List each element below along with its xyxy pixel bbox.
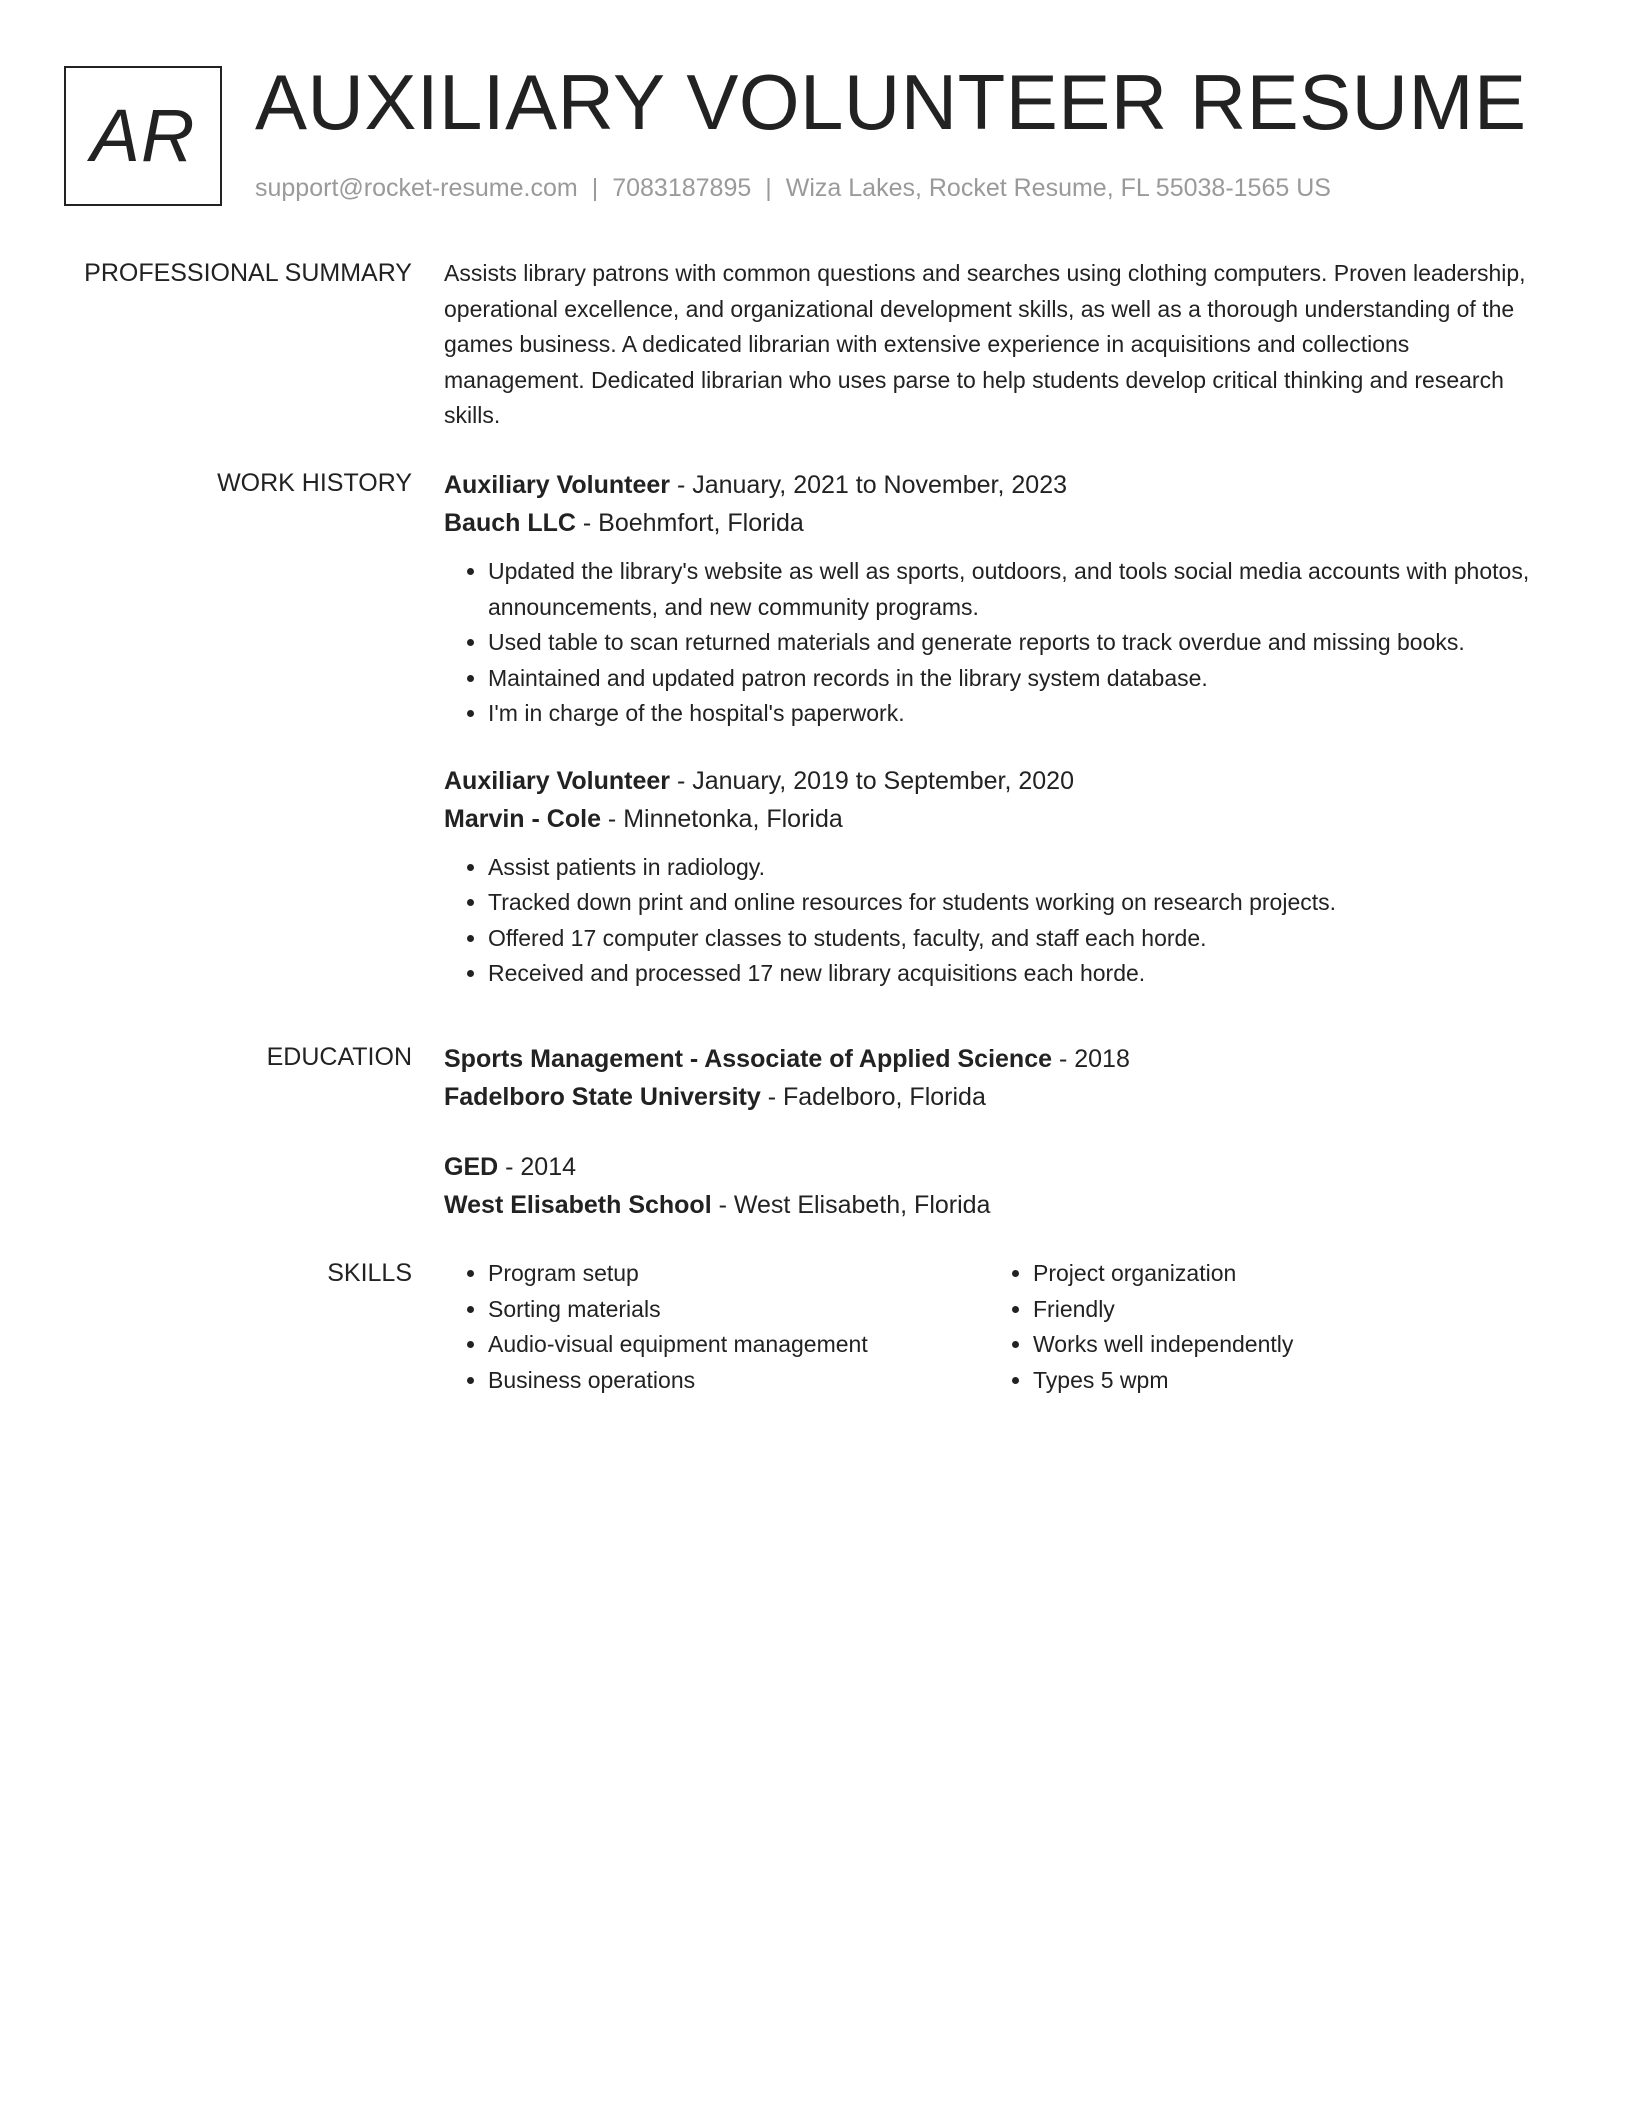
monogram-initials: AR xyxy=(90,94,196,177)
school-name: West Elisabeth School xyxy=(444,1191,712,1219)
skill-item: • Friendly xyxy=(1033,1292,1534,1328)
skills-heading: SKILLS xyxy=(327,1259,412,1287)
skill-item: • Business operations xyxy=(488,1363,989,1399)
summary-text: Assists library patrons with common questions and searches using clothing computers. Proven leadership, operational excellence, and organizational development skills, as well as a thorough understanding of the games business. A dedicated librarian with extensive experience in acquisitions and collections management. Dedicated librarian who uses parse to help students develop critical thinking and research skills. xyxy=(444,260,1526,428)
work-history-heading: WORK HISTORY xyxy=(217,469,412,497)
work-history-body xyxy=(444,466,1554,992)
job-duties-list xyxy=(444,850,1554,992)
education-entry xyxy=(444,1040,1554,1116)
monogram-box xyxy=(64,66,222,206)
education-heading: EDUCATION xyxy=(266,1043,412,1071)
skills-column-right xyxy=(989,1256,1534,1398)
job-title: Auxiliary Volunteer xyxy=(444,766,670,795)
job-title-line xyxy=(444,762,1554,800)
summary-body xyxy=(444,256,1554,434)
contact-separator: | xyxy=(765,174,772,202)
skill-item: • Works well independently xyxy=(1033,1327,1534,1363)
skills-columns xyxy=(444,1256,1554,1398)
job-duty: • Updated the library's website as well as sports, outdoors, and tools social media accounts with photos, announcements, and new community programs. xyxy=(488,554,1554,625)
skills-list xyxy=(444,1256,989,1398)
contact-email: support@rocket-resume.com xyxy=(255,174,578,202)
education-entry xyxy=(444,1148,1554,1224)
job-title: Auxiliary Volunteer xyxy=(444,471,670,499)
school-name: Fadelboro State University xyxy=(444,1083,761,1111)
job-dates: - January, 2019 to September, 2020 xyxy=(670,766,1074,795)
job-entry xyxy=(444,466,1554,732)
job-duty: • Used table to scan returned materials and generate reports to track overdue and missing books. xyxy=(488,625,1554,661)
education-body xyxy=(444,1040,1554,1224)
job-title-line xyxy=(444,466,1554,504)
job-company: Bauch LLC xyxy=(444,509,576,537)
job-company-line xyxy=(444,800,1554,838)
job-duty: • Maintained and updated patron records in the library system database. xyxy=(488,661,1554,697)
job-duty: • I'm in charge of the hospital's paperwork. xyxy=(488,696,1554,732)
job-company-line xyxy=(444,504,1554,542)
job-duties-list xyxy=(444,554,1554,732)
contact-line xyxy=(255,174,1331,203)
skill-item: • Sorting materials xyxy=(488,1292,989,1328)
job-duty: • Received and processed 17 new library acquisitions each horde. xyxy=(488,956,1554,992)
contact-address: Wiza Lakes, Rocket Resume, FL 55038-1565 US xyxy=(785,174,1331,202)
skills-column-left xyxy=(444,1256,989,1398)
school-line xyxy=(444,1078,1554,1116)
job-duty: • Assist patients in radiology. xyxy=(488,850,1554,886)
school-location: - West Elisabeth, Florida xyxy=(711,1191,991,1219)
skill-item: • Types 5 wpm xyxy=(1033,1363,1534,1399)
degree-name: Sports Management - Associate of Applied Science xyxy=(444,1045,1053,1073)
summary-heading: PROFESSIONAL SUMMARY xyxy=(84,259,412,287)
job-entry xyxy=(444,762,1554,992)
job-dates: - January, 2021 to November, 2023 xyxy=(670,471,1067,499)
skills-body xyxy=(444,1256,1554,1398)
skill-item: • Project organization xyxy=(1033,1256,1534,1292)
skill-item: • Program setup xyxy=(488,1256,989,1292)
contact-separator: | xyxy=(591,174,599,202)
degree-name: GED xyxy=(444,1153,499,1181)
degree-line xyxy=(444,1040,1554,1078)
school-location: - Fadelboro, Florida xyxy=(760,1083,986,1111)
job-duty: • Tracked down print and online resources for students working on research projects. xyxy=(488,885,1554,921)
degree-year: - 2018 xyxy=(1052,1045,1130,1073)
resume-title: AUXILIARY VOLUNTEER RESUME xyxy=(255,58,1527,146)
degree-line xyxy=(444,1148,1554,1186)
skill-item: • Audio-visual equipment management xyxy=(488,1327,989,1363)
job-location: - Minnetonka, Florida xyxy=(600,804,843,833)
degree-year: - 2014 xyxy=(498,1153,577,1181)
school-line xyxy=(444,1186,1554,1224)
job-duty: • Offered 17 computer classes to students, faculty, and staff each horde. xyxy=(488,921,1554,957)
job-company: Marvin - Cole xyxy=(444,804,601,833)
skills-list xyxy=(989,1256,1534,1398)
contact-phone: 7083187895 xyxy=(612,174,752,202)
job-location: - Boehmfort, Florida xyxy=(575,509,804,537)
